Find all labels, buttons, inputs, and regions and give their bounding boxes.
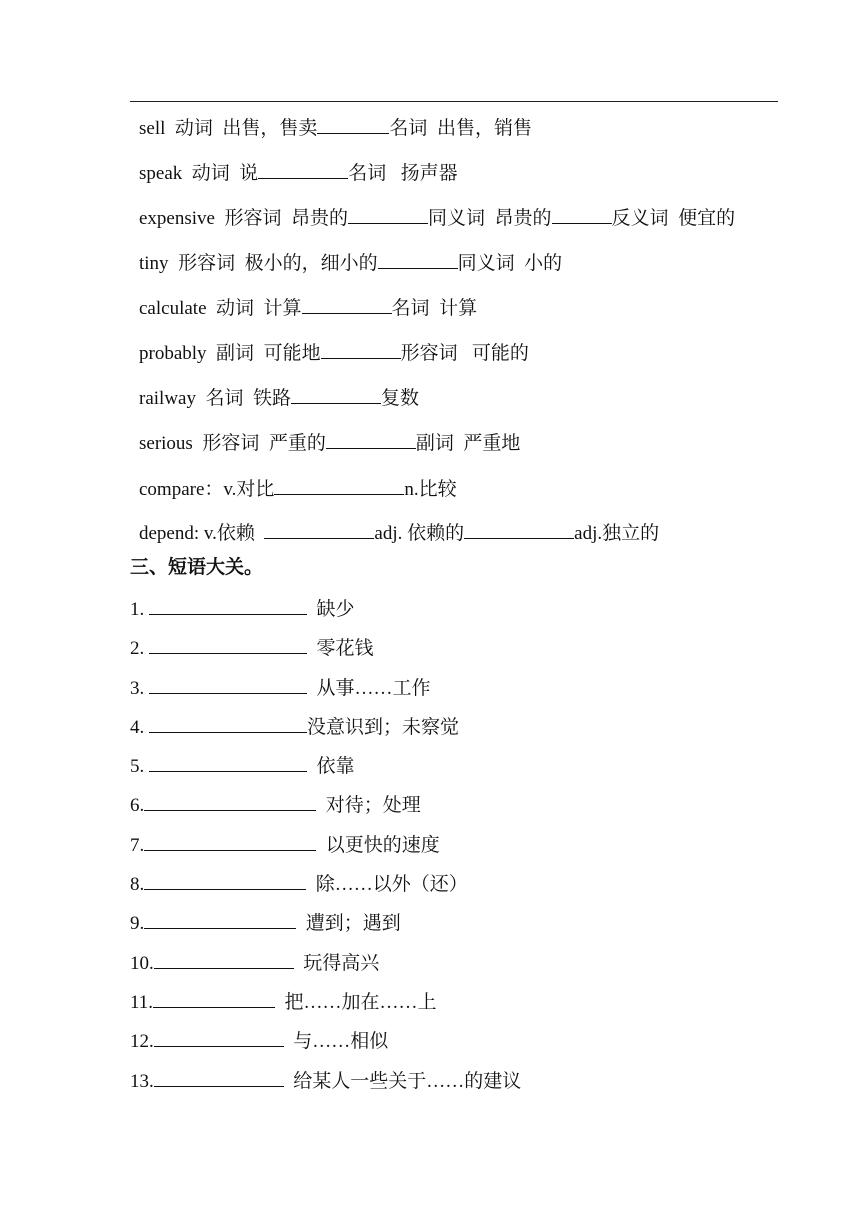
vocab-word: probably xyxy=(139,343,207,364)
answer-blank[interactable] xyxy=(258,160,348,179)
phrase-meaning: 没意识到；未察觉 xyxy=(307,717,460,738)
vocab-line-sell xyxy=(139,115,532,141)
vocab-head: compare：v.对比 xyxy=(139,479,275,500)
vocab-pos: 动词 xyxy=(174,118,213,139)
vocab-line-railway xyxy=(139,385,419,411)
phrase-number: 3. xyxy=(130,678,149,699)
vocab-target-meaning: 出售，销售 xyxy=(436,118,532,139)
phrase-item-1 xyxy=(130,596,355,622)
vocab-word: tiny xyxy=(139,253,169,274)
answer-blank[interactable] xyxy=(144,910,296,929)
answer-blank[interactable] xyxy=(321,340,401,359)
phrase-item-5 xyxy=(130,753,355,779)
phrase-item-6 xyxy=(130,792,421,818)
answer-blank[interactable] xyxy=(149,753,307,772)
phrase-item-2 xyxy=(130,635,374,661)
header-rule xyxy=(130,101,778,102)
answer-blank[interactable] xyxy=(144,792,316,811)
vocab-pos: 形容词 xyxy=(224,208,282,229)
vocab-line-probably xyxy=(139,340,529,366)
vocab-target-label-2: adj.独立的 xyxy=(574,523,660,544)
vocab-word: railway xyxy=(139,388,196,409)
answer-blank[interactable] xyxy=(464,520,574,539)
vocab-target-meaning: 计算 xyxy=(439,298,478,319)
phrase-number: 11. xyxy=(130,992,154,1013)
vocab-meaning: 极小的，细小的 xyxy=(244,253,378,274)
vocab-target-label: 副词 xyxy=(415,433,454,454)
vocab-pos: 动词 xyxy=(216,298,255,319)
vocab-meaning: 计算 xyxy=(263,298,302,319)
answer-blank[interactable] xyxy=(149,714,307,733)
vocab-pos: 动词 xyxy=(191,163,230,184)
vocab-line-tiny xyxy=(139,250,562,276)
answer-blank[interactable] xyxy=(274,476,404,495)
phrase-number: 13. xyxy=(130,1071,154,1092)
vocab-target-label: adj. 依赖的 xyxy=(374,523,465,544)
answer-blank[interactable] xyxy=(378,250,458,269)
vocab-line-speak xyxy=(139,160,458,186)
phrase-number: 9. xyxy=(130,913,145,934)
answer-blank[interactable] xyxy=(154,1028,284,1047)
vocab-pos: 副词 xyxy=(216,343,255,364)
vocab-target-meaning: 小的 xyxy=(524,253,563,274)
vocab-line-compare xyxy=(139,476,457,502)
phrase-meaning: 对待；处理 xyxy=(325,795,421,816)
phrase-item-7 xyxy=(130,832,440,858)
vocab-pos: 形容词 xyxy=(178,253,236,274)
vocab-target-meaning: 扬声器 xyxy=(400,163,458,184)
phrase-meaning: 从事……工作 xyxy=(316,678,431,699)
vocab-pos: 名词 xyxy=(205,388,244,409)
vocab-target-label: 形容词 xyxy=(400,343,458,364)
phrase-item-11 xyxy=(130,989,437,1015)
phrase-number: 2. xyxy=(130,638,149,659)
vocab-meaning: 昂贵的 xyxy=(291,208,349,229)
vocab-target-label-2: 反义词 xyxy=(611,208,669,229)
phrase-number: 12. xyxy=(130,1031,154,1052)
answer-blank[interactable] xyxy=(302,295,392,314)
phrase-item-13 xyxy=(130,1068,521,1094)
vocab-target-label: n.比较 xyxy=(404,479,457,500)
answer-blank[interactable] xyxy=(154,950,294,969)
phrase-meaning: 与……相似 xyxy=(293,1031,389,1052)
vocab-word: serious xyxy=(139,433,193,454)
vocab-target-meaning: 严重地 xyxy=(463,433,521,454)
phrase-meaning: 依靠 xyxy=(316,756,355,777)
answer-blank[interactable] xyxy=(317,115,389,134)
answer-blank[interactable] xyxy=(326,430,416,449)
vocab-word: expensive xyxy=(139,208,215,229)
vocab-meaning: 铁路 xyxy=(253,388,292,409)
answer-blank[interactable] xyxy=(144,832,316,851)
phrase-number: 5. xyxy=(130,756,149,777)
vocab-meaning: 可能地 xyxy=(263,343,321,364)
vocab-meaning: 说 xyxy=(239,163,259,184)
vocab-pos: 形容词 xyxy=(202,433,260,454)
answer-blank[interactable] xyxy=(149,596,307,615)
phrase-number: 4. xyxy=(130,717,149,738)
phrase-item-10 xyxy=(130,950,379,976)
phrase-number: 8. xyxy=(130,874,145,895)
vocab-head: depend: v.依赖 xyxy=(139,523,255,544)
phrase-meaning: 缺少 xyxy=(316,599,355,620)
answer-blank[interactable] xyxy=(291,385,381,404)
vocab-meaning: 严重的 xyxy=(268,433,326,454)
vocab-target-label: 复数 xyxy=(381,388,420,409)
vocab-target-meaning: 可能的 xyxy=(471,343,529,364)
phrase-meaning: 除……以外（还） xyxy=(315,874,468,895)
phrase-meaning: 以更快的速度 xyxy=(325,835,440,856)
answer-blank[interactable] xyxy=(149,675,307,694)
section-heading: 三、短语大关。 xyxy=(130,557,264,578)
vocab-word: speak xyxy=(139,163,183,184)
vocab-word: calculate xyxy=(139,298,207,319)
phrase-item-12 xyxy=(130,1028,388,1054)
vocab-target-label: 名词 xyxy=(391,298,430,319)
phrase-item-9 xyxy=(130,910,401,936)
vocab-line-calculate xyxy=(139,295,477,321)
vocab-target-label: 同义词 xyxy=(428,208,486,229)
answer-blank[interactable] xyxy=(552,205,612,224)
answer-blank[interactable] xyxy=(149,635,307,654)
phrase-item-4 xyxy=(130,714,459,740)
phrase-number: 6. xyxy=(130,795,145,816)
phrase-meaning: 给某人一些关于……的建议 xyxy=(293,1071,522,1092)
phrase-meaning: 把……加在……上 xyxy=(284,992,437,1013)
vocab-target-meaning-2: 便宜的 xyxy=(678,208,736,229)
phrase-number: 1. xyxy=(130,599,149,620)
vocab-line-serious xyxy=(139,430,520,456)
vocab-word: sell xyxy=(139,118,166,139)
vocab-target-label: 名词 xyxy=(389,118,428,139)
phrase-number: 10. xyxy=(130,953,154,974)
answer-blank[interactable] xyxy=(153,989,275,1008)
vocab-target-meaning: 昂贵的 xyxy=(494,208,552,229)
vocab-line-expensive xyxy=(139,205,735,231)
phrase-meaning: 玩得高兴 xyxy=(303,953,380,974)
vocab-target-label: 同义词 xyxy=(457,253,515,274)
vocab-line-depend xyxy=(139,520,659,546)
vocab-meaning: 出售，售卖 xyxy=(222,118,318,139)
answer-blank[interactable] xyxy=(144,871,306,890)
phrase-number: 7. xyxy=(130,835,145,856)
phrase-item-3 xyxy=(130,675,431,701)
answer-blank[interactable] xyxy=(348,205,428,224)
phrase-meaning: 遭到；遇到 xyxy=(305,913,401,934)
answer-blank[interactable] xyxy=(154,1068,284,1087)
vocab-target-label: 名词 xyxy=(348,163,387,184)
phrase-item-8 xyxy=(130,871,468,897)
answer-blank[interactable] xyxy=(264,520,374,539)
phrase-meaning: 零花钱 xyxy=(316,638,374,659)
